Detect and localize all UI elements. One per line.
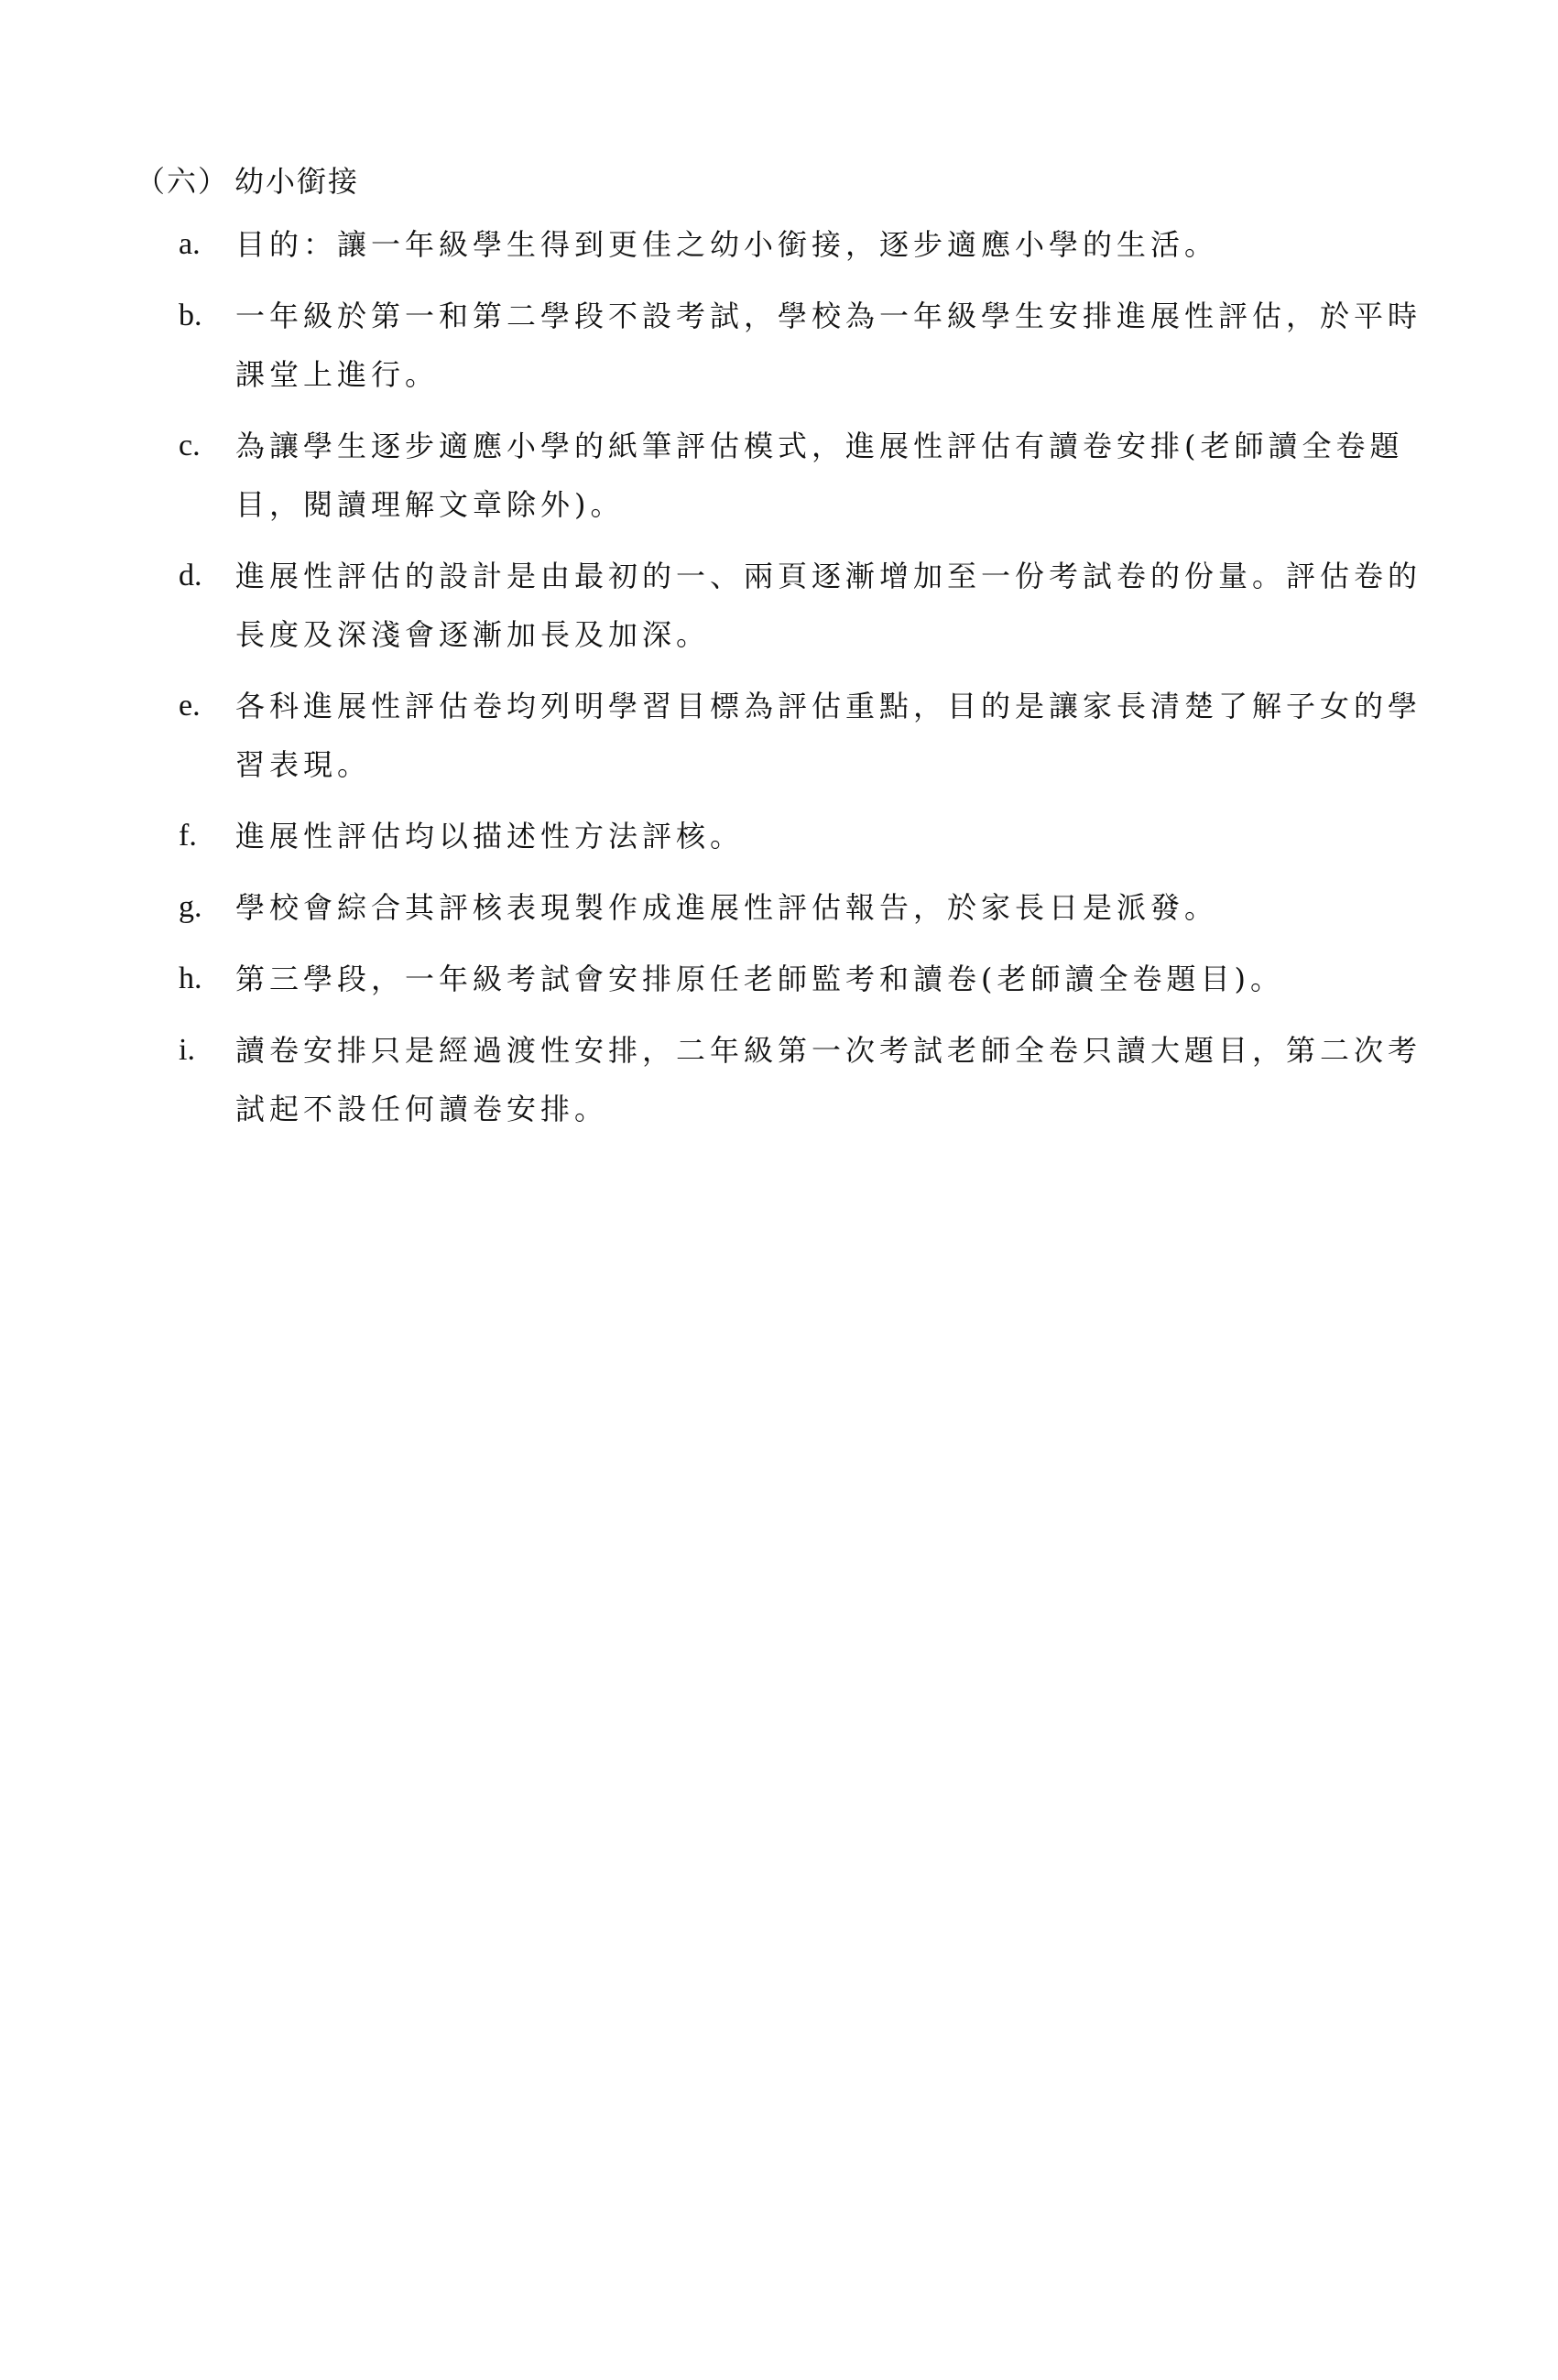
- list-item: [179, 417, 1424, 534]
- section-number: （六）: [136, 164, 230, 199]
- item-marker: b.: [179, 299, 202, 332]
- item-text: 各科進展性評估卷均列明學習目標為評估重點，目的是讓家長清楚了解子女的學習表現。: [235, 689, 1422, 782]
- list-item: [179, 878, 1424, 937]
- item-marker: f.: [179, 819, 197, 853]
- list-item: [179, 287, 1424, 404]
- item-marker: g.: [179, 890, 202, 924]
- section-title: 幼小銜接: [234, 164, 360, 199]
- list-item: [179, 215, 1424, 274]
- item-text: 學校會綜合其評核表現製作成進展性評估報告，於家長日是派發。: [235, 890, 1219, 925]
- list-item: [179, 547, 1424, 664]
- item-text: 讀卷安排只是經過渡性安排，二年級第一次考試老師全卷只讀大題目，第二次考試起不設任何讀卷安排。: [235, 1033, 1422, 1126]
- list-item: [179, 807, 1424, 865]
- item-marker: i.: [179, 1033, 195, 1067]
- item-marker: d.: [179, 559, 202, 592]
- list-item: [179, 677, 1424, 794]
- list-item: [179, 1021, 1424, 1138]
- item-text: 進展性評估的設計是由最初的一、兩頁逐漸增加至一份考試卷的份量。評估卷的長度及深淺會逐漸加長及加深。: [235, 559, 1422, 652]
- item-marker: c.: [179, 429, 201, 462]
- item-text: 第三學段，一年級考試會安排原任老師監考和讀卷(老師讀全卷題目)。: [235, 962, 1284, 996]
- item-text: 進展性評估均以描述性方法評核。: [235, 819, 745, 853]
- item-text: 為讓學生逐步適應小學的紙筆評估模式，進展性評估有讀卷安排(老師讀全卷題目，閱讀理解文章除外)。: [235, 429, 1404, 522]
- item-marker: a.: [179, 227, 201, 261]
- item-marker: e.: [179, 689, 201, 723]
- item-text: 一年級於第一和第二學段不設考試，學校為一年級學生安排進展性評估，於平時課堂上進行。: [235, 299, 1422, 392]
- list-item: [179, 950, 1424, 1008]
- item-marker: h.: [179, 962, 202, 995]
- section-heading: [136, 156, 359, 207]
- item-list: [179, 215, 1424, 1151]
- item-text: 目的：讓一年級學生得到更佳之幼小銜接，逐步適應小學的生活。: [235, 227, 1219, 262]
